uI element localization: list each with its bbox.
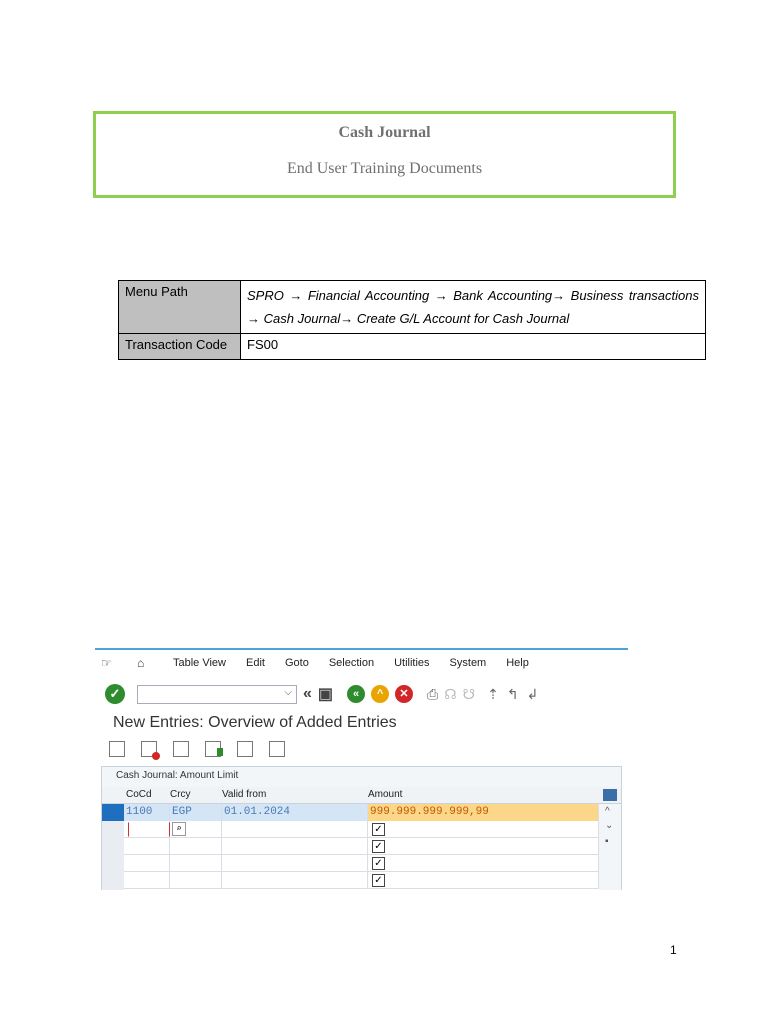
scroll-down-icon[interactable]: ⌄ (605, 820, 614, 831)
menu-enter-icon[interactable]: ☞ (101, 656, 112, 670)
cancel-icon[interactable]: ✕ (395, 685, 413, 703)
table-settings-icon[interactable] (603, 789, 617, 801)
table-row[interactable] (124, 872, 599, 889)
document-subtitle: End User Training Documents (286, 160, 483, 177)
print-icon[interactable]: ⎙ (427, 685, 439, 702)
page-number: 1 (670, 943, 677, 957)
column-header-cocd[interactable]: CoCd (126, 789, 152, 800)
select-block-icon[interactable] (205, 741, 221, 757)
cell-amount-input[interactable] (368, 872, 599, 889)
cell-amount[interactable]: 999.999.999.999,99 (368, 804, 599, 821)
menu-edit[interactable]: Edit (246, 657, 265, 669)
checkbox[interactable]: ✓ (372, 823, 385, 836)
cell-cocd-input[interactable] (124, 821, 170, 838)
change-display-icon[interactable] (109, 741, 125, 757)
document-header-box (93, 111, 676, 198)
save-icon[interactable]: ▣ (317, 686, 334, 703)
column-header-valid-from[interactable]: Valid from (222, 789, 267, 800)
table-row[interactable] (124, 804, 599, 821)
next-page-icon[interactable]: ↲ (526, 685, 539, 702)
row-selector-active[interactable] (102, 804, 124, 821)
checkbox[interactable]: ✓ (372, 874, 385, 887)
cell-cocd-input[interactable] (124, 855, 170, 872)
sap-standard-toolbar (95, 678, 628, 710)
cell-valid-from-input[interactable] (222, 838, 368, 855)
transaction-code-label: Transaction Code (119, 334, 241, 360)
cell-amount-input[interactable] (368, 855, 599, 872)
previous-page-icon[interactable]: ↰ (506, 685, 519, 702)
menu-utilities[interactable]: Utilities (394, 657, 430, 669)
menu-goto[interactable]: Goto (284, 657, 309, 669)
cell-valid-from[interactable]: 01.01.2024 (222, 804, 368, 821)
menu-system[interactable]: System (449, 657, 487, 669)
cell-crcy-input[interactable] (170, 872, 222, 889)
table-title: Cash Journal: Amount Limit (116, 770, 239, 781)
back-icon[interactable]: « (347, 685, 365, 703)
select-all-icon[interactable] (173, 741, 189, 757)
delete-icon[interactable] (141, 741, 157, 757)
application-toolbar (95, 736, 628, 762)
back-double-chevron-icon[interactable]: « (303, 685, 312, 702)
sap-menu-bar (95, 648, 628, 676)
cell-crcy-input[interactable] (170, 855, 222, 872)
sap-screenshot (95, 648, 628, 890)
transaction-code-value: FS00 (241, 334, 706, 360)
table-control (101, 766, 622, 890)
chevron-down-icon[interactable]: ⌵ (284, 686, 292, 698)
table-header (102, 787, 621, 804)
column-header-amount[interactable]: Amount (368, 789, 403, 800)
menu-path-value: SPRO → Financial Accounting → Bank Accounting→ Business transactions → Cash Journal→ Create G/L Account for Cash Journal (241, 281, 706, 334)
view-details-icon[interactable] (269, 741, 285, 757)
scroll-up-icon[interactable]: ^ (605, 806, 610, 817)
cell-crcy[interactable]: EGP (170, 804, 222, 821)
info-table (118, 280, 706, 360)
cell-cocd-input[interactable] (124, 872, 170, 889)
command-field[interactable] (137, 685, 297, 704)
exit-icon[interactable]: ^ (371, 685, 389, 703)
deselect-all-icon[interactable] (237, 741, 253, 757)
enter-check-icon[interactable]: ✓ (105, 684, 125, 704)
cell-cocd[interactable]: 1100 (124, 804, 170, 821)
table-row[interactable] (124, 855, 599, 872)
cell-amount-input[interactable] (368, 821, 599, 838)
first-page-icon[interactable]: ⇡ (487, 685, 499, 702)
menu-help[interactable]: Help (506, 657, 529, 669)
table-grid (102, 787, 621, 890)
find-next-icon[interactable]: ☋ (462, 685, 476, 702)
cell-crcy-input[interactable] (170, 821, 222, 838)
screen-title: New Entries: Overview of Added Entries (113, 714, 397, 731)
document-title: Cash Journal (338, 124, 431, 141)
vertical-scrollbar[interactable] (599, 804, 621, 890)
find-icon[interactable]: ☊ (444, 685, 457, 702)
cell-amount-input[interactable] (368, 838, 599, 855)
cell-cocd-input[interactable] (124, 838, 170, 855)
cell-valid-from-input[interactable] (222, 855, 368, 872)
table-row[interactable] (124, 838, 599, 855)
scroll-end-icon[interactable]: ▪ (605, 836, 609, 847)
value-help-icon[interactable]: ⌕ (172, 822, 186, 836)
cell-valid-from-input[interactable] (222, 821, 368, 838)
checkbox[interactable]: ✓ (372, 840, 385, 853)
table-row[interactable] (124, 821, 599, 838)
menu-pp-icon[interactable]: ⌂ (137, 656, 145, 670)
cell-crcy-input[interactable] (170, 838, 222, 855)
row-selector-column (102, 804, 124, 890)
menu-selection[interactable]: Selection (328, 657, 375, 669)
menu-path-label: Menu Path (119, 281, 241, 334)
checkbox[interactable]: ✓ (372, 857, 385, 870)
column-header-crcy[interactable]: Crcy (170, 789, 191, 800)
cell-valid-from-input[interactable] (222, 872, 368, 889)
input-cursor (128, 822, 170, 837)
menu-table-view[interactable]: Table View (173, 657, 226, 669)
